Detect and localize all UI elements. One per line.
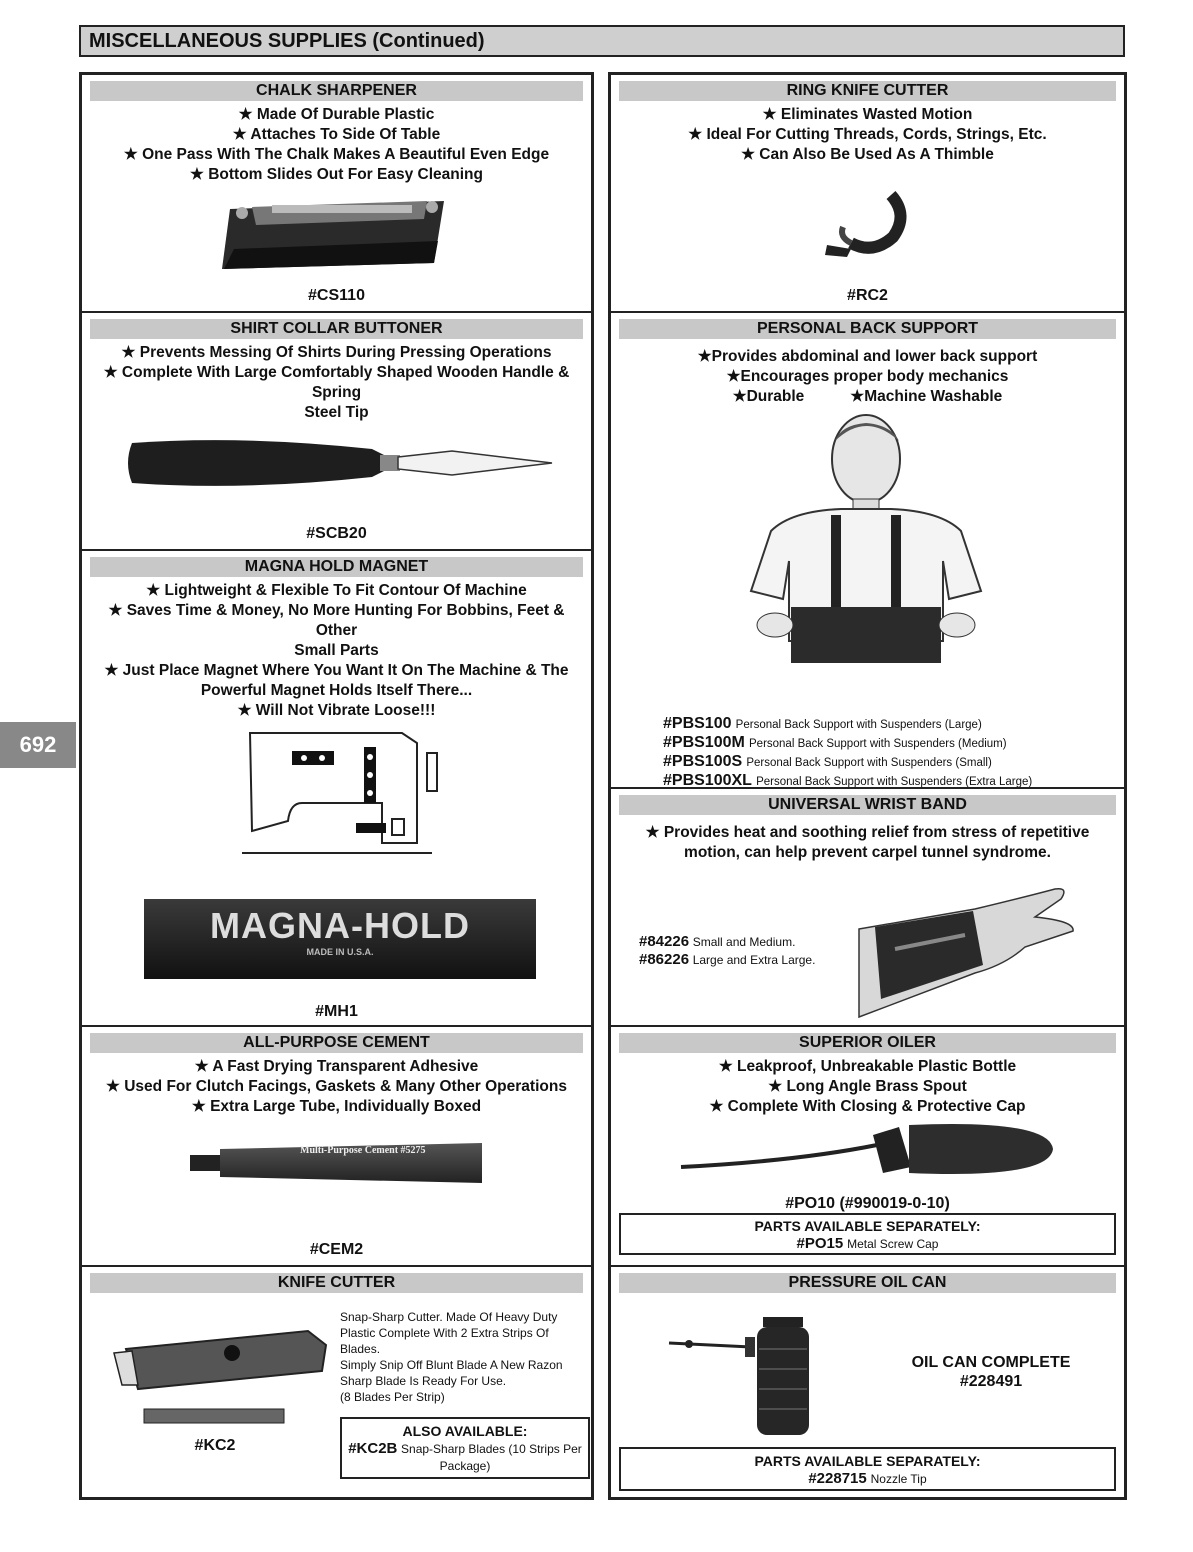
pressure-oil-can-panel [611,1267,1124,1497]
sku-row [639,951,815,969]
cement-tube-image [190,1139,490,1187]
superior-oiler-panel [611,1027,1124,1267]
feature-list [86,1057,587,1117]
product-desc: Personal Back Support with Suspenders (Small) [746,757,992,769]
feature: ★ Provides heat and soothing relief from stress of repetitive [645,824,1090,841]
collar-buttoner-panel [82,313,591,551]
product-sku: #SCB20 [306,525,367,542]
left-column [79,72,594,1500]
product-desc: Large and Extra Large. [692,953,816,967]
product-sku: #CEM2 [309,1241,364,1258]
parts-available-title: PARTS AVAILABLE SEPARATELY: [754,1453,981,1469]
feature-row [615,387,1120,407]
parts-sku: #228715 [808,1470,867,1487]
product-desc: Personal Back Support with Suspenders (Large) [735,719,982,731]
man-wearing-back-support-image [731,411,1001,673]
oil-can-complete-label [881,1353,1101,1391]
product-desc: Small and Medium. [692,935,796,949]
product-sku: #RC2 [847,287,888,304]
feature-list [615,347,1120,407]
wrist-band-image [855,869,1079,1021]
knife-cutter-panel [82,1267,591,1497]
chalk-sharpener-image [212,189,462,275]
back-support-panel [611,313,1124,789]
knife-description [340,1309,591,1405]
oiler-bottle-image [677,1121,1057,1183]
sku-row [663,772,1074,789]
product-sku: #PBS100 [663,715,732,732]
feature-list [86,581,587,721]
panel-title: SHIRT COLLAR BUTTONER [90,319,583,339]
ring-knife-panel [611,75,1124,313]
feature: ★ Lightweight & Flexible To Fit Contour Of Machine [146,582,527,599]
feature-list [86,105,587,185]
feature: ★ Attaches To Side Of Table [232,126,441,143]
ring-knife-image [821,185,911,261]
magna-hold-panel [82,551,591,1027]
also-available-box [340,1417,590,1479]
panel-title: ALL-PURPOSE CEMENT [90,1033,583,1053]
sku-row [663,734,1074,753]
page-title: MISCELLANEOUS SUPPLIES (Continued) [89,30,485,52]
panel-title: PERSONAL BACK SUPPORT [619,319,1116,339]
also-available-item [342,1440,588,1458]
product-sku: #PBS100M [663,734,745,751]
sku-row [663,715,1074,734]
feature: ★Provides abdominal and lower back support [697,348,1038,365]
wrist-band-panel [611,789,1124,1027]
feature: ★ Used For Clutch Facings, Gaskets & Many Other Operations [106,1078,567,1095]
right-column [608,72,1127,1500]
sewing-machine-image [232,713,452,863]
knife-cutter-image [112,1323,332,1433]
magna-hold-magnet-image [144,899,536,979]
feature-list [86,343,587,423]
feature: ★ Complete With Large Comfortably Shaped Wooden Handle & Spring [103,364,570,401]
parts-available-box [619,1447,1116,1491]
description-line: Sharp Blade Is Ready For Use. [340,1374,507,1388]
feature: ★ Saves Time & Money, No More Hunting For Bobbins, Feet & Other [108,602,565,639]
feature: motion, can help prevent carpel tunnel syndrome. [684,844,1051,861]
parts-desc: Nozzle Tip [870,1472,927,1486]
parts-available-title: PARTS AVAILABLE SEPARATELY: [754,1218,981,1234]
product-sku: #86226 [639,951,690,968]
feature: ★Encourages proper body mechanics [726,368,1009,385]
feature-list [615,1057,1120,1117]
feature: ★ Made Of Durable Plastic [238,106,435,123]
product-desc: Personal Back Support with Suspenders (Extra Large) [756,776,1033,788]
parts-sku: #PO15 [796,1235,844,1252]
panel-title: KNIFE CUTTER [90,1273,583,1293]
feature: ★ Can Also Be Used As A Thimble [741,146,994,163]
back-support-sku-list [663,715,1074,789]
product-sku: #PBS100XL [663,772,752,789]
product-sku: #CS110 [308,287,365,304]
product-sku: #MH1 [315,1003,358,1020]
description-line: Simply Snip Off Blunt Blade A New Razon [340,1358,563,1372]
feature: ★ A Fast Drying Transparent Adhesive [194,1058,479,1075]
collar-buttoner-image [122,433,562,493]
product-sku: #PBS100S [663,753,743,770]
parts-available-item [621,1470,1114,1488]
also-available-desc: Snap-Sharp Blades (10 Strips Per [401,1442,582,1456]
feature: ★ Extra Large Tube, Individually Boxed [191,1098,482,1115]
feature: ★ One Pass With The Chalk Makes A Beautiful Even Edge [123,146,550,163]
feature: ★ Just Place Magnet Where You Want It On The Machine & The [104,662,569,679]
complete-sku: #228491 [959,1373,1023,1390]
description-line: Snap-Sharp Cutter. Made Of Heavy Duty [340,1310,558,1324]
sku-row [663,753,1074,772]
pressure-oil-can-image [667,1309,827,1439]
product-desc: Personal Back Support with Suspenders (Medium) [749,738,1007,750]
feature: Steel Tip [304,404,369,421]
parts-available-box [619,1213,1116,1255]
cement-tube-label: Multi-Purpose Cement #5275 [300,1145,426,1156]
product-sku: #KC2 [194,1437,236,1454]
also-available-desc: Package) [439,1459,491,1473]
all-purpose-cement-panel [82,1027,591,1267]
feature: Small Parts [294,642,379,659]
feature: ★ Prevents Messing Of Shirts During Pressing Operations [121,344,552,361]
description-line: Plastic Complete With 2 Extra Strips Of Blades. [340,1326,549,1356]
feature: ★ Bottom Slides Out For Easy Cleaning [190,166,483,183]
parts-available-item [621,1235,1114,1253]
feature-list [615,823,1120,863]
product-sku: #PO10 (#990019-0-10) [785,1195,950,1212]
feature: ★ Complete With Closing & Protective Cap [709,1098,1026,1115]
magnet-logo-subtext: MADE IN U.S.A. [306,947,374,957]
page-number: 692 [0,722,76,768]
panel-title: CHALK SHARPENER [90,81,583,101]
description-line: (8 Blades Per Strip) [340,1390,445,1404]
product-sku: #84226 [639,933,690,950]
feature: ★ Will Not Vibrate Loose!!! [237,702,436,719]
complete-label: OIL CAN COMPLETE [911,1354,1071,1371]
wrist-band-sku-list [639,933,815,969]
panel-title: UNIVERSAL WRIST BAND [619,795,1116,815]
feature: ★ Ideal For Cutting Threads, Cords, Strings, Etc. [688,126,1047,143]
sku-row [639,933,815,951]
feature: ★ Eliminates Wasted Motion [762,106,973,123]
panel-title: MAGNA HOLD MAGNET [90,557,583,577]
also-available-sku: #KC2B [348,1440,398,1457]
also-available-title: ALSO AVAILABLE: [402,1423,528,1439]
panel-title: RING KNIFE CUTTER [619,81,1116,101]
magnet-logo-text: MAGNA-HOLD [210,905,470,946]
feature: ★Machine Washable [850,388,1003,405]
feature: ★ Leakproof, Unbreakable Plastic Bottle [718,1058,1017,1075]
feature: ★ Long Angle Brass Spout [768,1078,967,1095]
parts-desc: Metal Screw Cap [847,1237,939,1251]
panel-title: SUPERIOR OILER [619,1033,1116,1053]
page-header [79,25,1125,57]
feature: ★Durable [732,388,805,405]
feature: Powerful Magnet Holds Itself There... [200,682,473,699]
panel-title: PRESSURE OIL CAN [619,1273,1116,1293]
feature-list [615,105,1120,165]
chalk-sharpener-panel [82,75,591,313]
